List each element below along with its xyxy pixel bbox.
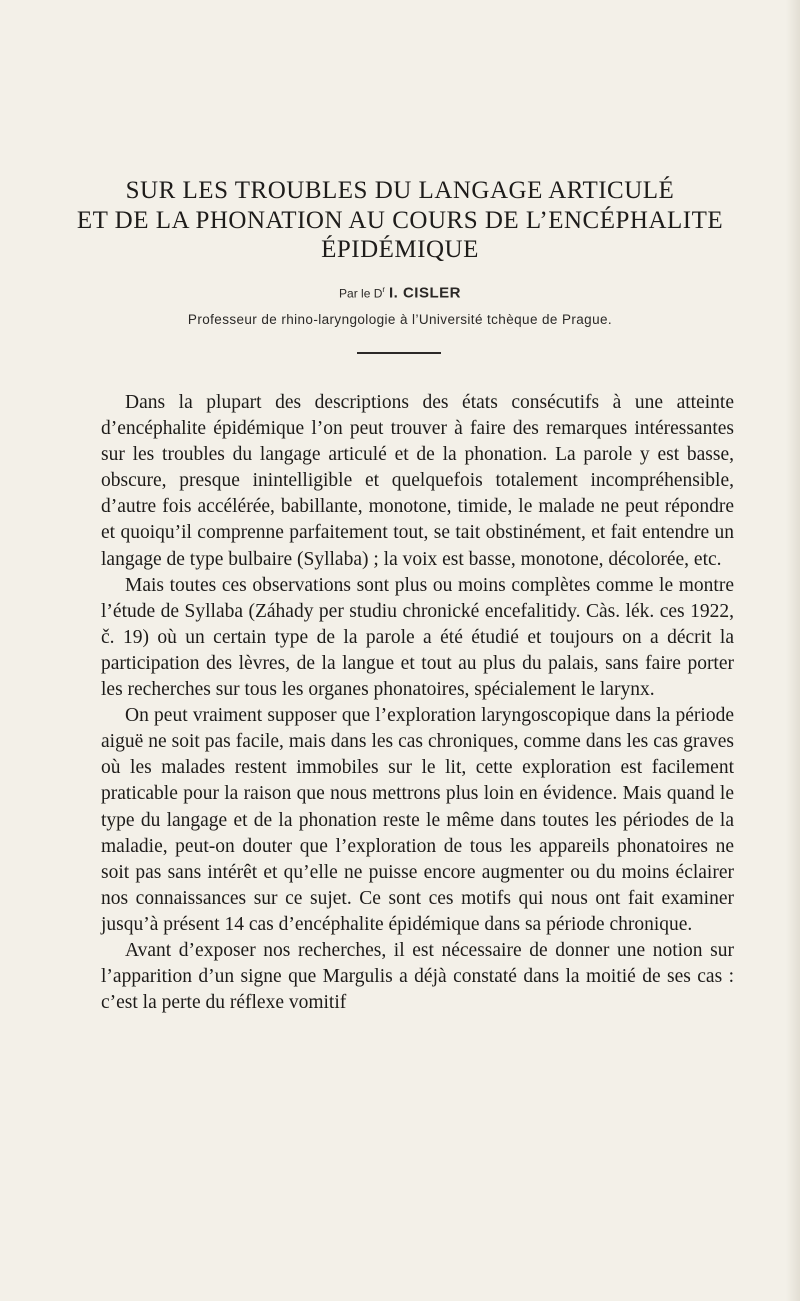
paragraph-3: On peut vraiment supposer que l’exploration laryngoscopique dans la période aiguë ne soit pas facile, mais dans les cas chroniques, comme dans les cas graves où les malades restent immobiles sur le lit, cette exploration est facilement praticable pour la raison que nous mettrons plus loin en évidence. Mais quand le type du langage et de la phonation reste le même dans toutes les périodes de la maladie, peut-on douter que l’exploration de tous les appareils phonatoires ne soit pas sans intérêt et qu’elle ne puisse encore augmenter ou du moins éclairer nos connaissances sur ce sujet. Ce sont ces motifs qui nous ont fait examiner jusqu’à présent 14 cas d’encéphalite épidémique dans sa période chronique. bbox=[101, 705, 734, 935]
article-title-line-3: ÉPIDÉMIQUE bbox=[321, 236, 479, 263]
paragraph-1: Dans la plupart des descriptions des états consécutifs à une atteinte d’encéphalite épidémique l’on peut trouver à faire des remarques intéressantes sur les troubles du langage articulé et de la phonation. La parole y est basse, obscure, presque inintelligible et quelquefois totalement incompréhensible, d’autre fois accélérée, babillante, monotone, timide, le malade ne peut répondre et quoiqu’il comprenne parfaitement tout, se tait obstinément, et fait entendre un langage de type bulbaire (Syllaba) ; la voix est basse, monotone, décolorée, etc. bbox=[101, 392, 734, 570]
article-body bbox=[101, 390, 734, 1016]
author-affiliation: Professeur de rhino-laryngologie à l’Université tchèque de Prague. bbox=[187, 312, 613, 327]
article-title-line-2: ET DE LA PHONATION AU COURS DE L’ENCÉPHALITE bbox=[76, 207, 724, 234]
byline bbox=[0, 280, 800, 304]
byline-prefix: Par le D bbox=[339, 286, 383, 301]
author-name: I. CISLER bbox=[388, 284, 461, 302]
separator-rule bbox=[357, 352, 441, 354]
article-title-line-1: SUR LES TROUBLES DU LANGAGE ARTICULÉ bbox=[125, 177, 675, 204]
paragraph-2: Mais toutes ces observations sont plus ou moins complètes comme le montre l’étude de Syllaba (Záhady per studiu chronické encefalitidy. Càs. lék. ces 1922, č. 19) où un certain type de la parole a été étudié et toujours on a décrit la participation des lèvres, de la langue et tout au plus du palais, sans faire porter les recherches sur tous les organes phonatoires, spécialement le larynx. bbox=[101, 574, 734, 701]
paragraph-4: Avant d’exposer nos recherches, il est nécessaire de donner une notion sur l’apparition d’un signe que Margulis a déjà constaté dans la moitié de ses cas : c’est la perte du réflexe vomitif bbox=[101, 939, 734, 1014]
byline-superscript: r bbox=[382, 285, 386, 294]
